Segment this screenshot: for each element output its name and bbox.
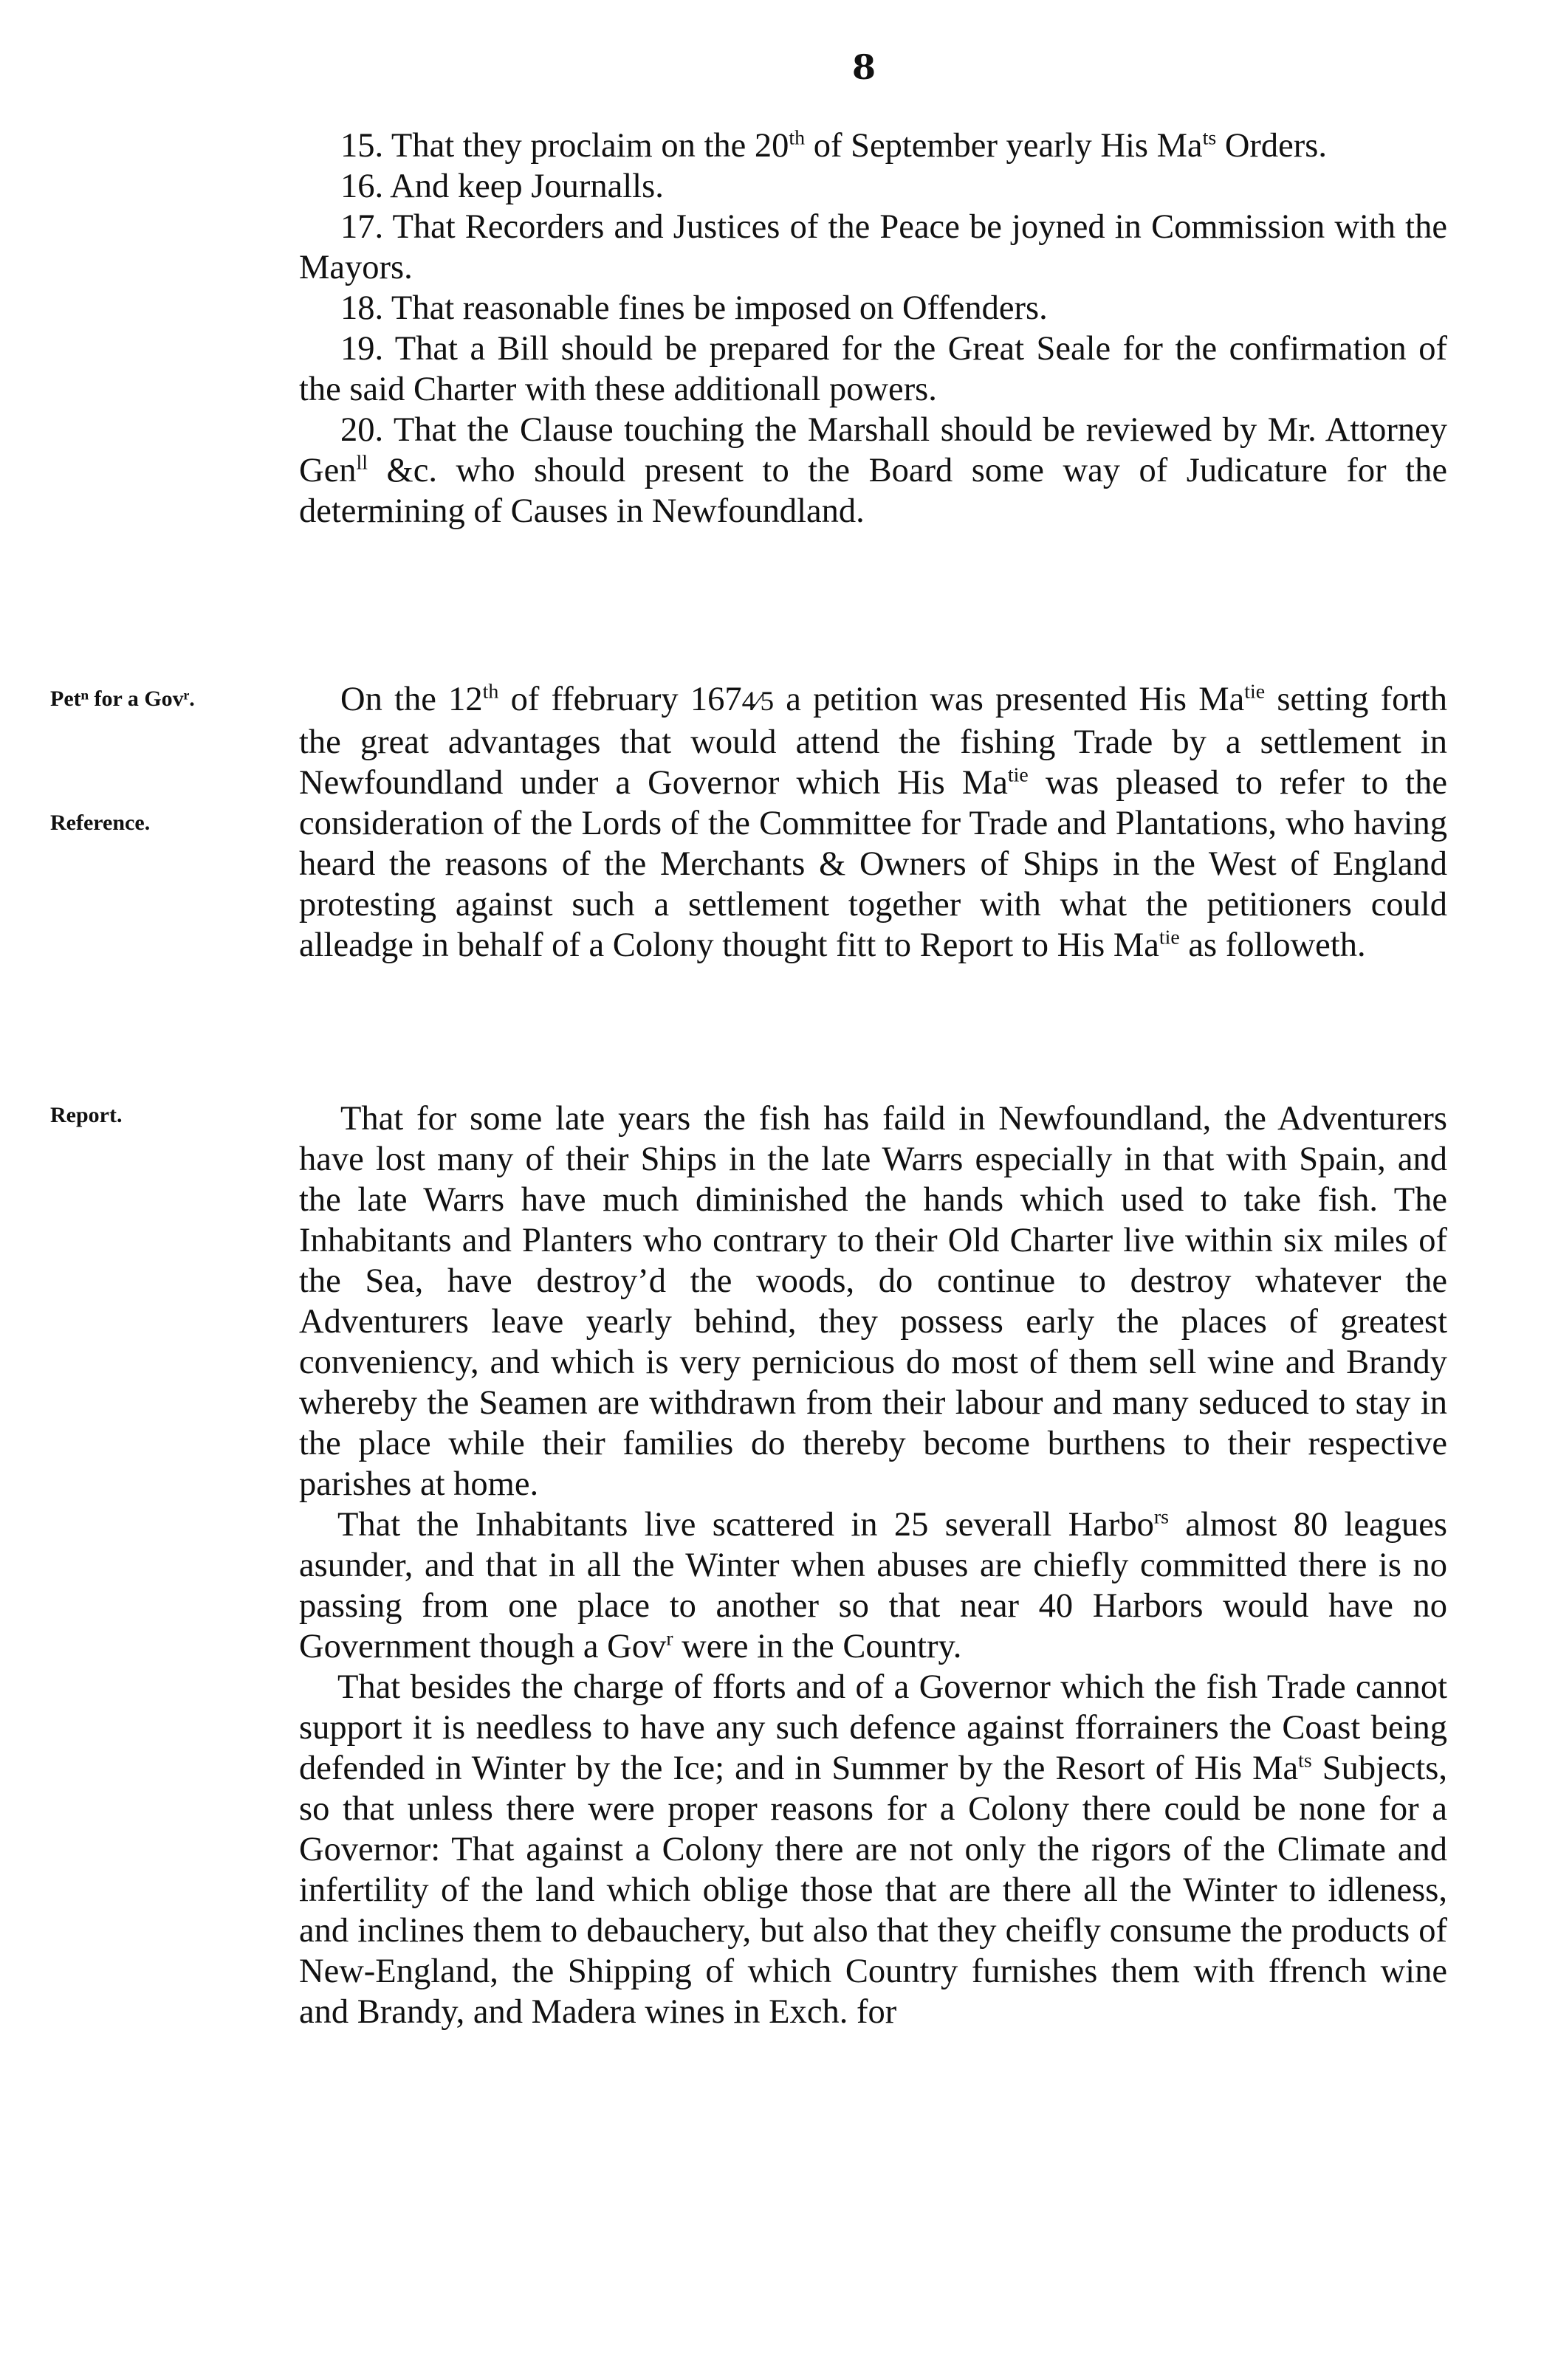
report-paragraph: That the Inhabitants live scattered in 25 severall Harbo$^{rs}$ almost 80 leagues asunder, and that in all the Winter when abuses are chiefly committed there is no passing from one place to another so that near 40 Harbors would have no Government though a Gov$^r$ were in the Country.: [299, 1505, 1447, 1665]
margin-note-petition: Petⁿ for a Govʳ.: [50, 687, 195, 711]
list-item: 17. That Recorders and Justices of the Peace be joyned in Commission with the Mayors.: [299, 208, 1447, 286]
margin-note-reference: Reference.: [50, 811, 151, 835]
list-item: 20. That the Clause touching the Marshall should be reviewed by Mr. Attorney Gen$^{ll}$ &c. who should present to the Board some way of Judicature for the determining of Causes in Newfoundland.: [299, 411, 1447, 530]
list-item: 16. And keep Journalls.: [340, 168, 664, 205]
list-item: 15. That they proclaim on the 20th of September yearly His $Ma^{ts}$ Orders.: [340, 126, 1327, 165]
numbered-items: [299, 125, 1447, 532]
page-number: 8: [851, 47, 876, 87]
list-item: 18. That reasonable fines be imposed on Offenders.: [340, 289, 1048, 327]
list-item: 19. That a Bill should be prepared for the Great Seale for the confirmation of the said Charter with these additionall powers.: [299, 330, 1447, 408]
report-paragraph: That for some late years the fish has faild in Newfoundland, the Adventurers have lost many of their Ships in the late Warrs especially in that with Spain, and the late Warrs have much diminished the hands which used to take fish. The Inhabitants and Planters who contrary to their Old Charter live within six miles of the Sea, have destroy’d the woods, do continue to destroy whatever the Adventurers leave yearly behind, they possess early the places of greatest conveniency, and which is very pernicious do most of them sell wine and Brandy whereby the Seamen are withdrawn from their labour and many seduced to stay in the place while their families do thereby become burthens to their respective parishes at home.: [299, 1100, 1447, 1503]
report-paragraph: That besides the charge of fforts and of a Governor which the fish Trade cannot support it is needless to have any such defence against fforrainers the Coast being defended in Winter by the Ice; and in Summer by the Resort of His $Ma^{ts}$ Subjects, so that unless there were proper reasons for a Colony there could be none for a Governor: That against a Colony there are not only the rigors of the Climate and infertility of the land which oblige those that are there all the Winter to idleness, and inclines them to debauchery, but also that they cheifly consume the products of New-England, the Shipping of which Country furnishes them with ffrench wine and Brandy, and Madera wines in Exch. for: [299, 1668, 1448, 2031]
margin-note-report: Report.: [50, 1103, 123, 1127]
report-section: [299, 1098, 1447, 2032]
petition-paragraph: On the 12th of ffebruary 1674⁄5 a petition was presented His $Ma^{tie}$ setting forth the great advantages that would attend the fishing Trade by a settlement in Newfoundland under a Governor which His $Ma^{tie}$ was pleased to refer to the consideration of the Lords of the Committee for Trade and Plantations, who having heard the reasons of the Merchants & Owners of Ships in the West of England protesting against such a settlement together with what the petitioners could alleadge in behalf of a Colony thought fitt to Report to His $Ma^{tie}$ as followeth.: [299, 680, 1447, 964]
